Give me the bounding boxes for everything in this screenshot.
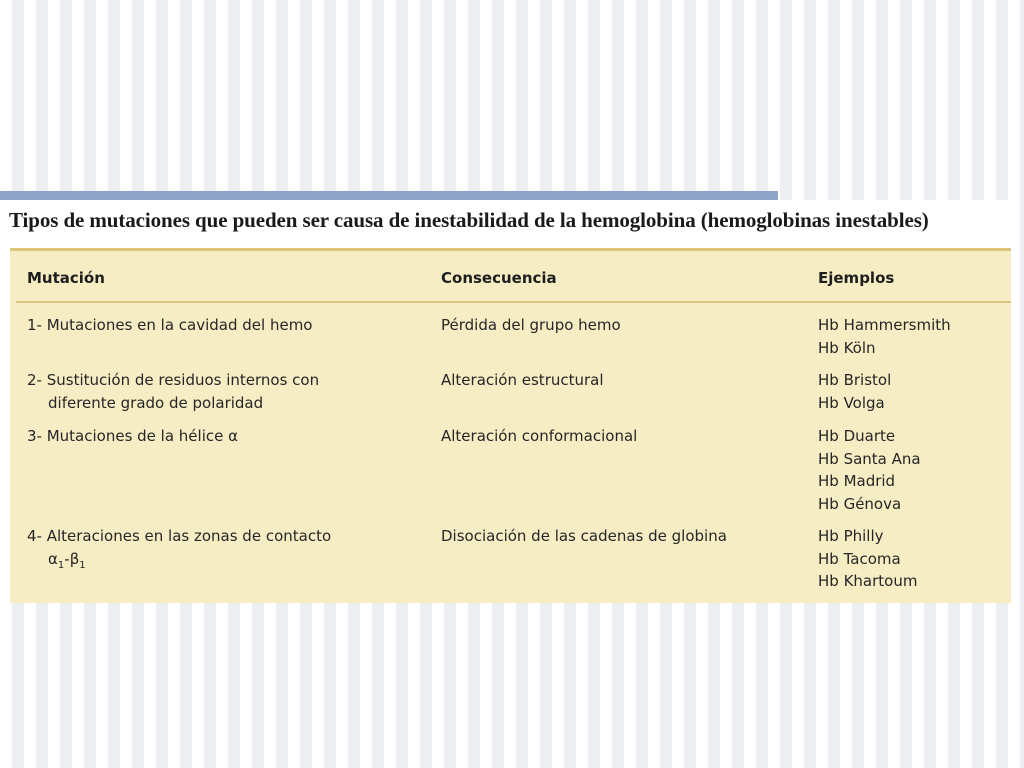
table-panel <box>10 248 1011 603</box>
example-item: Hb Santa Ana <box>818 449 921 468</box>
mutation-line-continued: diferente grado de polaridad <box>48 393 264 412</box>
mutation-line: 3- Mutaciones de la hélice α <box>27 427 239 445</box>
mutation-line: 2- Sustitución de residuos internos con <box>27 371 320 389</box>
alpha-subscript: 1 <box>57 559 65 571</box>
alpha-symbol: α <box>48 549 58 568</box>
column-header-mutation: Mutación <box>27 269 105 287</box>
column-header-examples: Ejemplos <box>818 269 895 287</box>
table-row-3-consequence: Alteración conformacional <box>441 427 638 445</box>
example-item: Hb Madrid <box>818 472 896 490</box>
table-row-4-examples <box>818 525 917 593</box>
slide-accent-bar <box>0 191 778 200</box>
beta-symbol: β <box>69 549 80 568</box>
example-item: Hb Génova <box>818 494 902 513</box>
example-item: Hb Köln <box>818 338 876 357</box>
table-title: Tipos de mutaciones que pueden ser causa de inestabilidad de la hemoglobina (hemoglobinas inestables) <box>9 208 929 232</box>
table-row-1-mutation <box>27 314 312 337</box>
example-item: Hb Bristol <box>818 371 892 389</box>
example-item: Hb Volga <box>818 393 885 412</box>
table-row-4-consequence: Disociación de las cadenas de globina <box>441 527 727 545</box>
contact-dash: - <box>64 549 70 568</box>
table-row-2-examples <box>818 369 891 414</box>
example-item: Hb Hammersmith <box>818 316 951 334</box>
beta-subscript: 1 <box>79 559 86 571</box>
scanned-table-image <box>0 200 1011 603</box>
table-row-4-mutation <box>27 525 331 570</box>
example-item: Hb Duarte <box>818 427 896 445</box>
mutation-line: 1- Mutaciones en la cavidad del hemo <box>27 316 313 334</box>
table-row-2-mutation <box>27 369 319 414</box>
example-item: Hb Tacoma <box>818 549 901 568</box>
example-item: Hb Khartoum <box>818 572 918 590</box>
table-row-2-consequence: Alteración estructural <box>441 371 604 389</box>
contact-subunits <box>27 548 331 571</box>
table-row-3-examples <box>818 425 921 515</box>
table-row-1-examples <box>818 314 951 359</box>
table-row-1-consequence: Pérdida del grupo hemo <box>441 316 621 334</box>
table-row-3-mutation <box>27 425 238 448</box>
column-header-consequence: Consecuencia <box>441 269 557 287</box>
header-divider <box>16 301 1011 303</box>
example-item: Hb Philly <box>818 527 884 545</box>
mutation-line: 4- Alteraciones en las zonas de contacto <box>27 527 332 545</box>
